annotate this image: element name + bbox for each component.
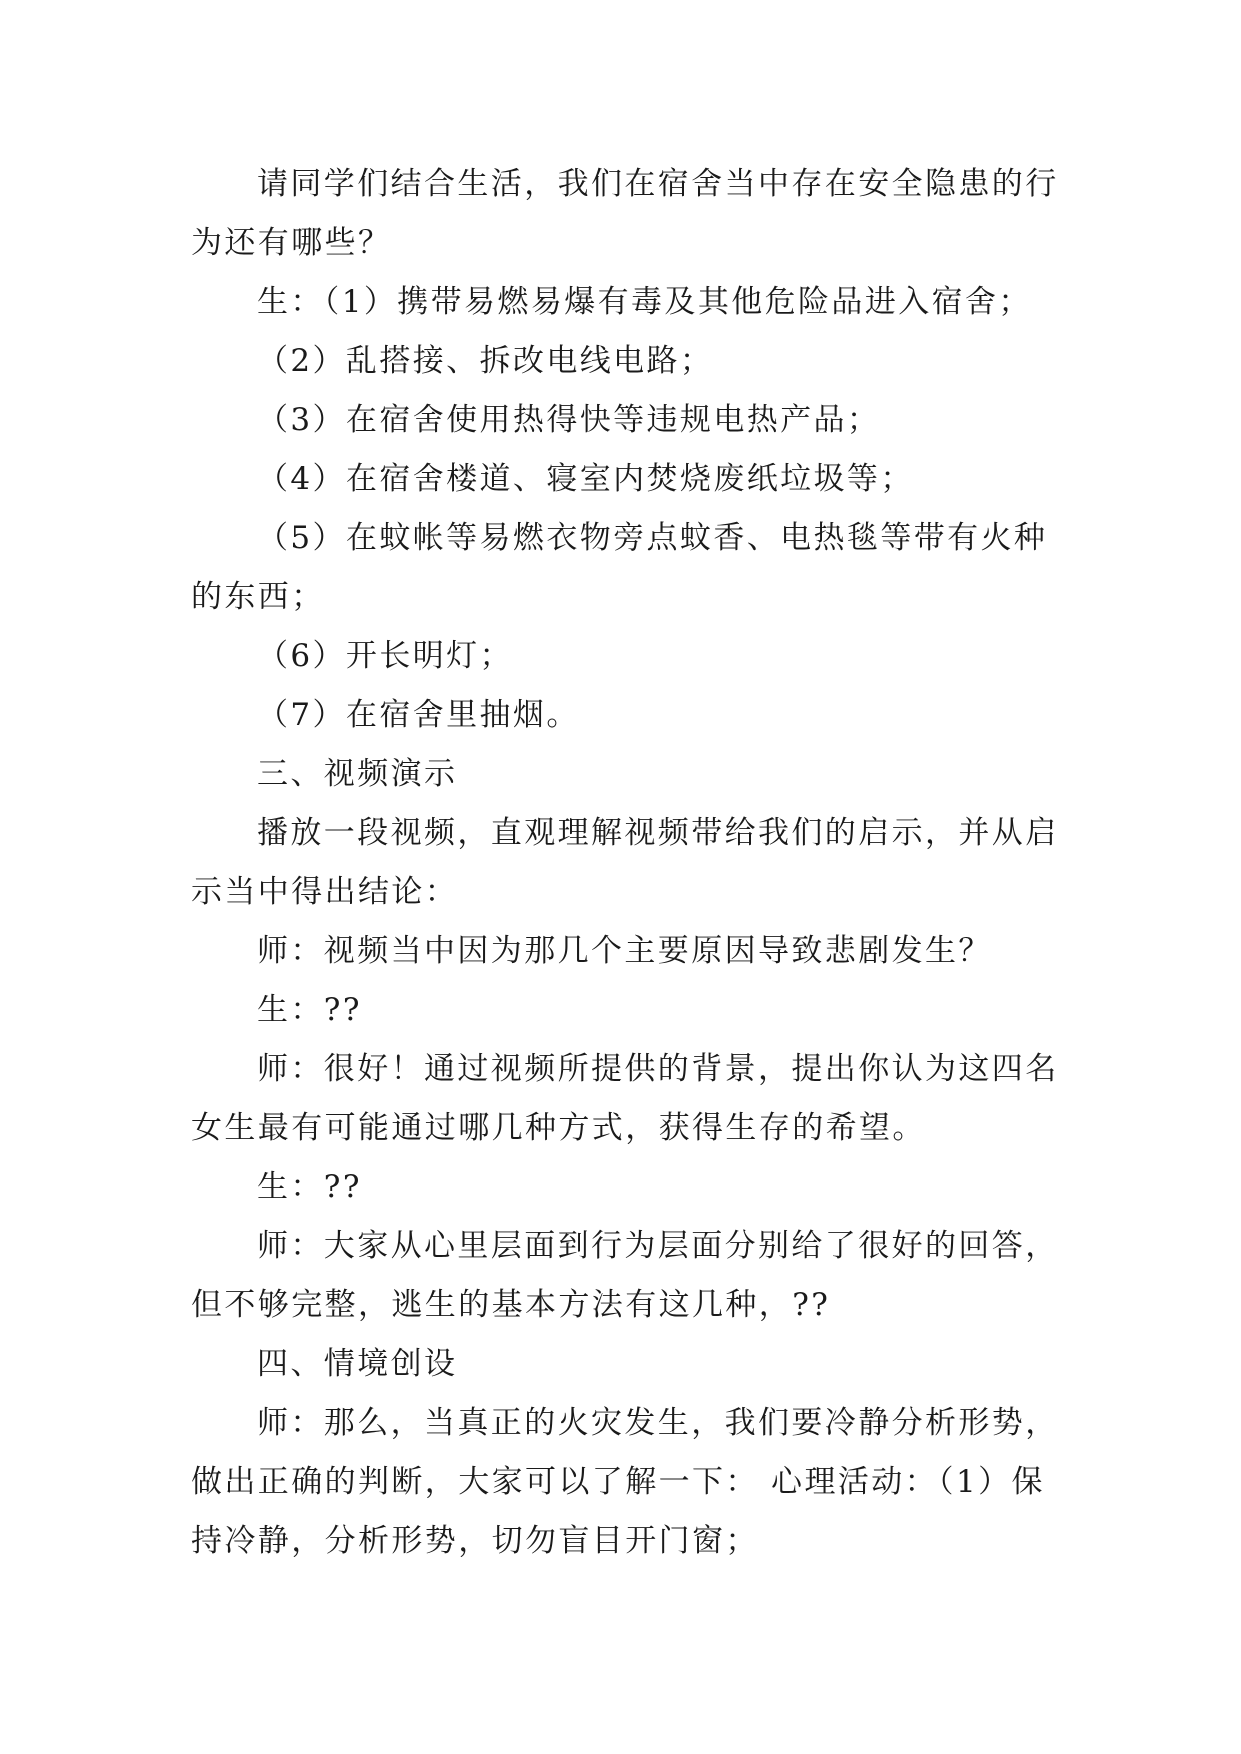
section-heading-video: 三、视频演示 (257, 756, 458, 792)
document-body (191, 155, 1061, 1571)
paragraph-teacher-scenario: 师：那么，当真正的火灾发生，我们要冷静分析形势，做出正确的判断，大家可以了解一下： 心理活动：（1）保持冷静，分析形势，切勿盲目开门窗； (191, 1405, 1059, 1559)
paragraph-student-reply: 生：?? (257, 992, 362, 1028)
paragraph-student-reply: 生：?? (257, 1169, 362, 1205)
section-heading-scenario: 四、情境创设 (257, 1346, 458, 1382)
paragraph-teacher-question: 师：视频当中因为那几个主要原因导致悲剧发生？ (257, 933, 992, 969)
paragraph-teacher-followup: 师：很好！通过视频所提供的背景，提出你认为这四名女生最有可能通过哪几种方式，获得生存的希望。 (191, 1051, 1059, 1146)
paragraph-answer-item-6: （6）开长明灯； (257, 638, 513, 674)
paragraph-question: 请同学们结合生活，我们在宿舍当中存在安全隐患的行为还有哪些？ (191, 166, 1059, 261)
paragraph-teacher-summary: 师：大家从心里层面到行为层面分别给了很好的回答，但不够完整，逃生的基本方法有这几种，?? (191, 1228, 1059, 1323)
paragraph-answer-item-1: 生：（1）携带易燃易爆有毒及其他危险品进入宿舍； (257, 284, 1032, 320)
paragraph-answer-item-4: （4）在宿舍楼道、寝室内焚烧废纸垃圾等； (257, 461, 914, 497)
paragraph-answer-item-5: （5）在蚊帐等易燃衣物旁点蚊香、电热毯等带有火种的东西； (191, 520, 1048, 615)
paragraph-answer-item-3: （3）在宿舍使用热得快等违规电热产品； (257, 402, 881, 438)
paragraph-answer-item-7: （7）在宿舍里抽烟。 (257, 697, 580, 733)
paragraph-answer-item-2: （2）乱搭接、拆改电线电路； (257, 343, 714, 379)
paragraph-video-intro: 播放一段视频，直观理解视频带给我们的启示，并从启示当中得出结论： (191, 815, 1059, 910)
